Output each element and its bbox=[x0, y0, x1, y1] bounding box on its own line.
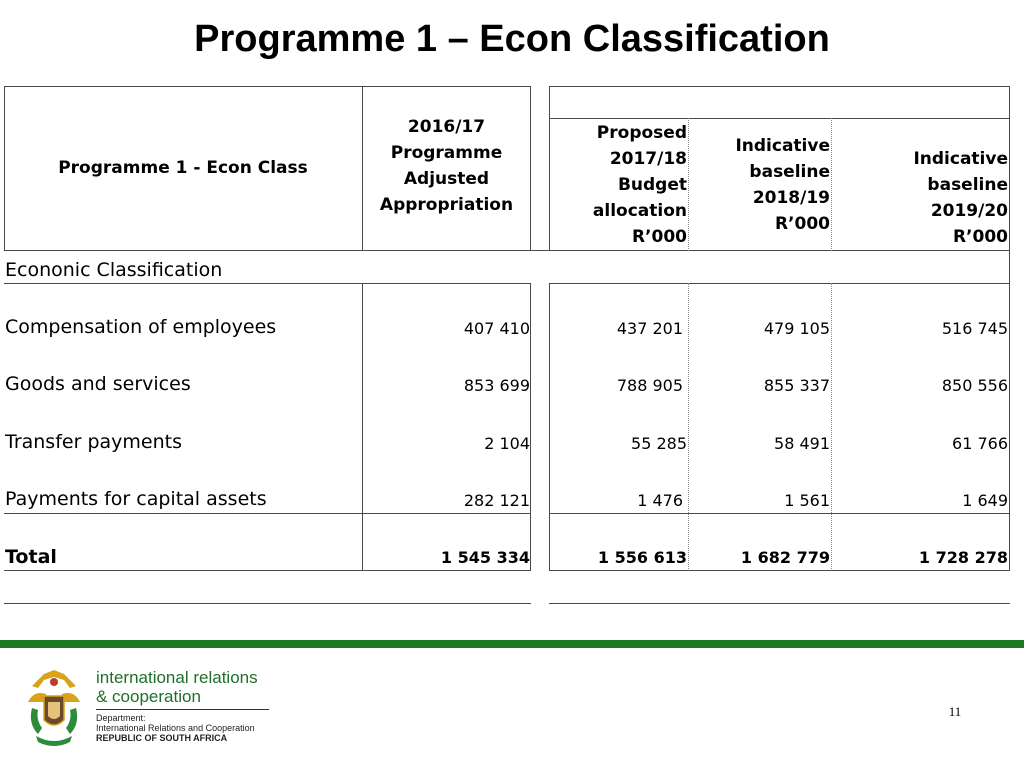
value-2018-19: 479 105 bbox=[763, 319, 830, 338]
slide-title: Programme 1 – Econ Classification bbox=[194, 18, 830, 60]
value-2017-18: 437 201 bbox=[616, 319, 683, 338]
header-2016-17-adjusted-appropriation: 2016/17 Programme Adjusted Appropriation bbox=[379, 117, 514, 215]
value-2017-18: 788 905 bbox=[616, 376, 683, 395]
value-2016-17: 853 699 bbox=[463, 376, 530, 395]
brand-divider bbox=[96, 709, 269, 710]
value-2019-20: 516 745 bbox=[941, 319, 1008, 338]
row-label: Goods and services bbox=[5, 373, 191, 395]
header-indicative-2018-19: Indicative baseline 2018/19 R’000 bbox=[735, 136, 830, 234]
value-2016-17: 2 104 bbox=[484, 434, 530, 453]
value-2016-17: 282 121 bbox=[463, 491, 530, 510]
row-label: Compensation of employees bbox=[5, 316, 277, 338]
row-label: Payments for capital assets bbox=[5, 488, 267, 510]
page-number: 11 bbox=[948, 704, 962, 719]
dept-line-2: International Relations and Cooperation bbox=[96, 723, 255, 733]
total-2018-19: 1 682 779 bbox=[740, 548, 830, 567]
brand-line-1: international relations bbox=[96, 668, 258, 687]
total-2016-17: 1 545 334 bbox=[440, 548, 530, 567]
total-2017-18: 1 556 613 bbox=[597, 548, 687, 567]
value-2016-17: 407 410 bbox=[463, 319, 530, 338]
dept-line-1: Department: bbox=[96, 713, 146, 723]
total-2019-20: 1 728 278 bbox=[918, 548, 1008, 567]
value-2019-20: 850 556 bbox=[941, 376, 1008, 395]
value-2018-19: 58 491 bbox=[774, 434, 830, 453]
value-2019-20: 61 766 bbox=[952, 434, 1008, 453]
section-label-economic-classification: Econonic Classification bbox=[5, 259, 223, 281]
dept-line-3: REPUBLIC OF SOUTH AFRICA bbox=[96, 733, 228, 743]
value-2018-19: 1 561 bbox=[784, 491, 830, 510]
value-2017-18: 55 285 bbox=[631, 434, 687, 453]
value-2019-20: 1 649 bbox=[962, 491, 1008, 510]
header-programme-econ-class: Programme 1 - Econ Class bbox=[58, 158, 308, 178]
header-proposed-2017-18: Proposed 2017/18 Budget allocation R’000 bbox=[592, 123, 687, 247]
header-indicative-2019-20: Indicative baseline 2019/20 R’000 bbox=[913, 149, 1008, 247]
row-label: Transfer payments bbox=[5, 431, 182, 453]
footer-green-bar bbox=[0, 640, 1024, 648]
value-2018-19: 855 337 bbox=[763, 376, 830, 395]
total-label: Total bbox=[5, 546, 57, 568]
brand-line-2: & cooperation bbox=[96, 687, 201, 706]
coat-of-arms-logo bbox=[24, 668, 84, 750]
value-2017-18: 1 476 bbox=[637, 491, 683, 510]
